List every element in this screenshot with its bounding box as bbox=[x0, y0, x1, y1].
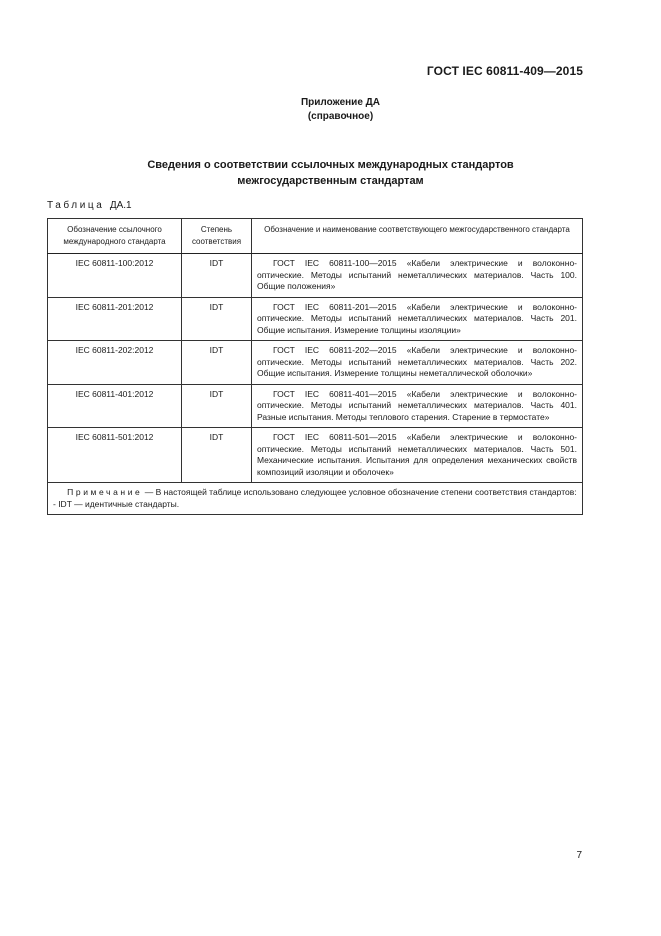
annex-block bbox=[0, 96, 661, 124]
table-caption bbox=[47, 200, 132, 211]
annex-title: Приложение ДА bbox=[300, 97, 381, 108]
degree-cell: IDT bbox=[182, 428, 252, 483]
table-caption-label: Таблица bbox=[47, 200, 105, 211]
designation-cell: ГОСТ IEC 60811-202—2015 «Кабели электрические и волоконно-оптические. Методы испытаний неметаллических материалов. Часть 202. Общие испытания. Измерение толщины неметаллической оболочки» bbox=[252, 341, 583, 385]
column-header-reference: Обозначение ссылочного международного стандарта bbox=[48, 219, 182, 254]
column-header-designation: Обозначение и наименование соответствующего межгосударственного стандарта bbox=[252, 219, 583, 254]
table-caption-number: ДА.1 bbox=[109, 200, 132, 211]
table-row bbox=[48, 297, 583, 341]
degree-cell: IDT bbox=[182, 384, 252, 428]
table-row bbox=[48, 384, 583, 428]
note-text: — В настоящей таблице использовано следующее условное обозначение степени соответствия стандартов: bbox=[144, 487, 577, 497]
degree-cell: IDT bbox=[182, 341, 252, 385]
table-row bbox=[48, 341, 583, 385]
degree-cell: IDT bbox=[182, 297, 252, 341]
reference-standard-cell: IEC 60811-401:2012 bbox=[48, 384, 182, 428]
section-heading-line-2: межгосударственным стандартам bbox=[237, 175, 424, 187]
table-note bbox=[48, 483, 583, 515]
section-heading bbox=[0, 157, 661, 189]
reference-standard-cell: IEC 60811-501:2012 bbox=[48, 428, 182, 483]
column-header-degree: Степень соответствия bbox=[182, 219, 252, 254]
reference-standard-cell: IEC 60811-201:2012 bbox=[48, 297, 182, 341]
degree-cell: IDT bbox=[182, 254, 252, 298]
table-row bbox=[48, 428, 583, 483]
reference-standard-cell: IEC 60811-100:2012 bbox=[48, 254, 182, 298]
designation-cell: ГОСТ IEC 60811-401—2015 «Кабели электрические и волоконно-оптические. Методы испытаний неметаллических материалов. Часть 401. Разные испытания. Методы теплового старения. Старение в термостате» bbox=[252, 384, 583, 428]
section-heading-line-1: Сведения о соответствии ссылочных международных стандартов bbox=[147, 159, 514, 171]
designation-cell: ГОСТ IEC 60811-201—2015 «Кабели электрические и волоконно-оптические. Методы испытаний неметаллических материалов. Часть 201. Общие испытания. Измерение толщины изоляции» bbox=[252, 297, 583, 341]
table-row bbox=[48, 254, 583, 298]
note-label: Примечание bbox=[67, 487, 143, 497]
designation-cell: ГОСТ IEC 60811-100—2015 «Кабели электрические и волоконно-оптические. Методы испытаний неметаллических материалов. Часть 100. Общие положения» bbox=[252, 254, 583, 298]
annex-subtitle: (справочное) bbox=[307, 111, 374, 122]
document-code: ГОСТ IEC 60811-409—2015 bbox=[426, 64, 583, 78]
table-note-row bbox=[48, 483, 583, 515]
note-item: - IDT — идентичные стандарты. bbox=[53, 499, 180, 509]
page-number: 7 bbox=[576, 850, 582, 861]
reference-standard-cell: IEC 60811-202:2012 bbox=[48, 341, 182, 385]
correspondence-table bbox=[47, 218, 583, 515]
designation-cell: ГОСТ IEC 60811-501—2015 «Кабели электрические и волоконно-оптические. Методы испытаний неметаллических материалов. Часть 501. Механические испытания. Испытания для определения механических свойств композиций изоляции и оболочек» bbox=[252, 428, 583, 483]
table-header-row bbox=[48, 219, 583, 254]
